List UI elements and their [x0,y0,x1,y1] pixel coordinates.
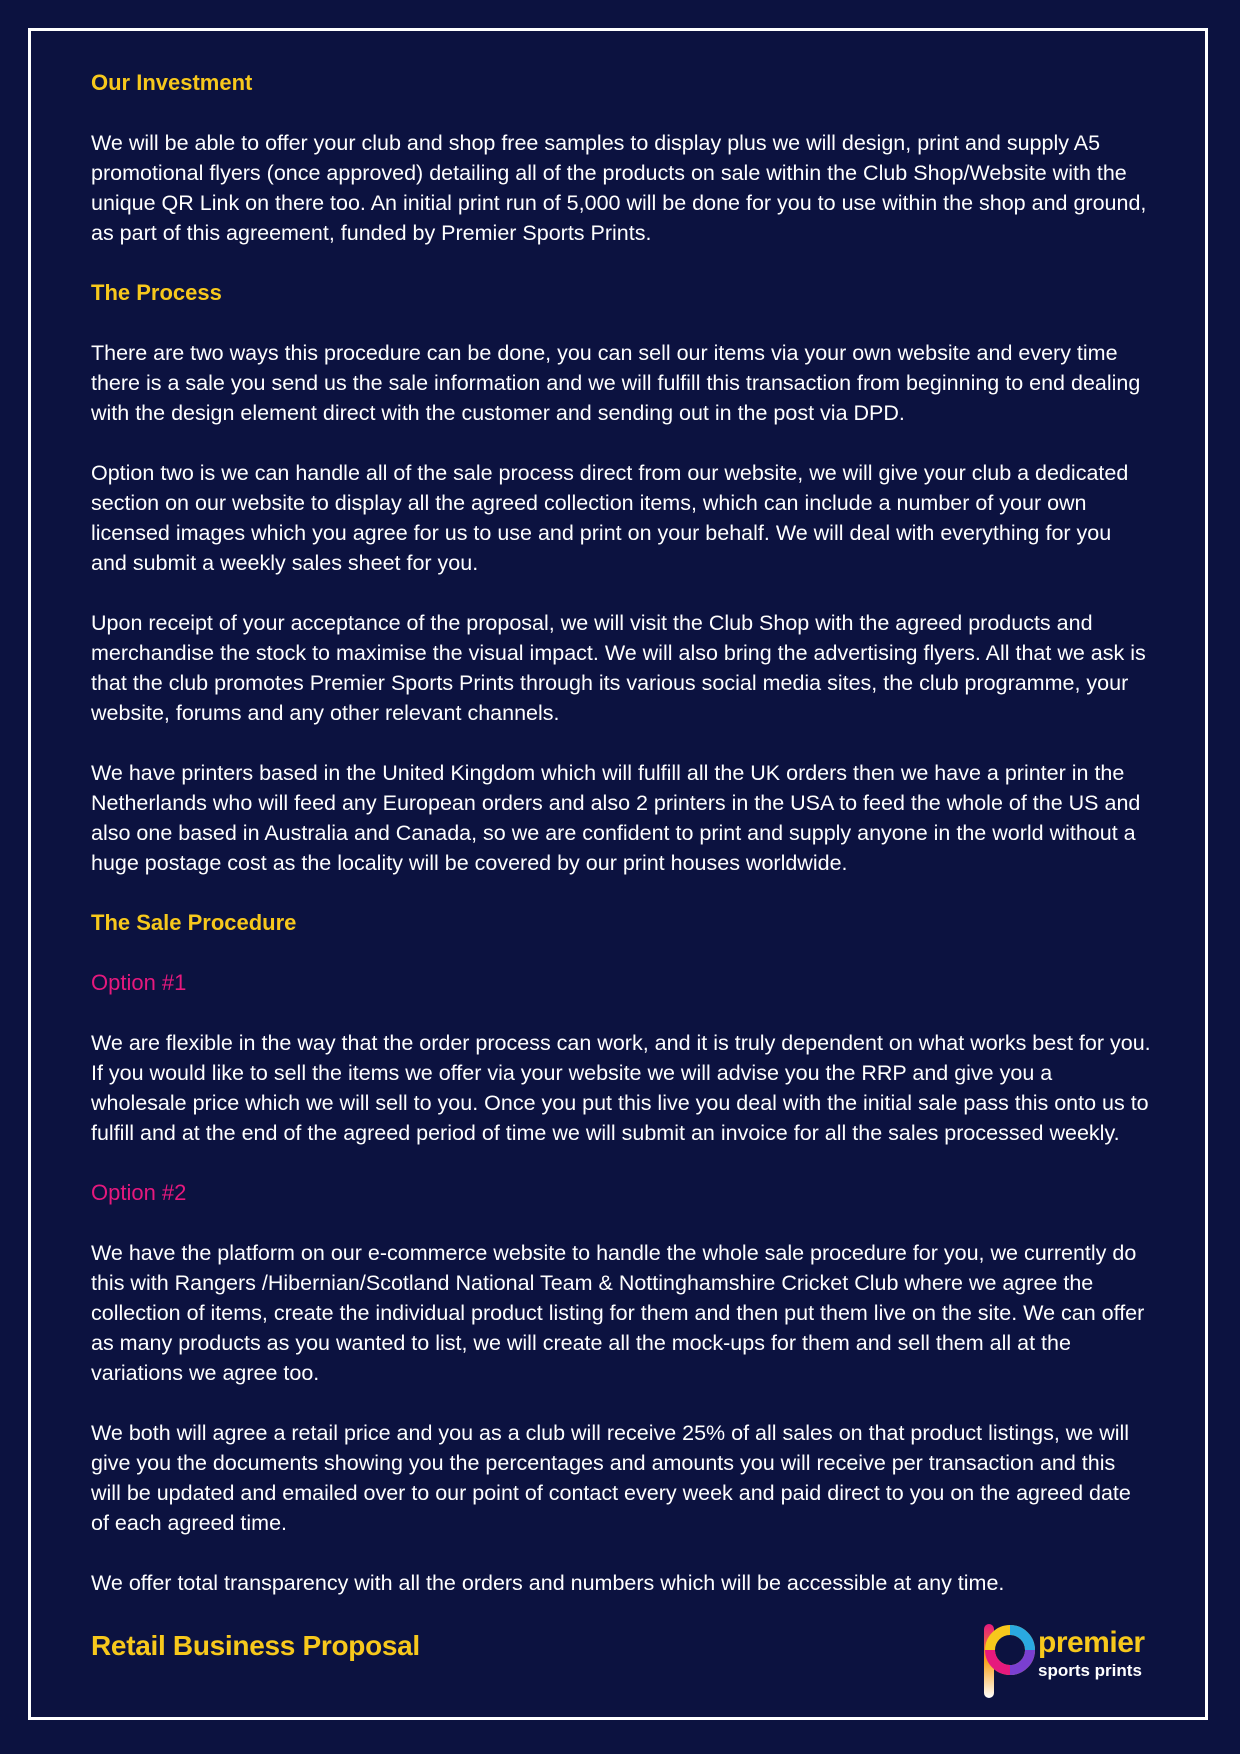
option-2-label: Option #2 [91,1180,187,1205]
option-1-paragraph: We are flexible in the way that the order process can work, and it is truly dependent on what works best for you. If you would like to sell the items we offer via your website we will advise you the RRP and give you a wholesale price which we will sell to you. Once you put this live you deal with the initial sale pass this onto us to fulfill and at the end of the agreed period of time we will submit an invoice for all the sales processed weekly. [91,1031,1151,1145]
logo-wordmark: premier [1038,1626,1145,1659]
premier-p-logo-icon [980,1618,1036,1702]
footer-title: Retail Business Proposal [91,1630,420,1661]
option-1-label: Option #1 [91,970,187,995]
section-heading-investment: Our Investment [91,70,253,95]
section-heading-sale-procedure: The Sale Procedure [91,910,297,935]
company-logo [980,1618,1150,1702]
process-paragraph-2: Option two is we can handle all of the sale process direct from our website, we will give your club a dedicated section on our website to display all the agreed collection items, which can include a number of your own licensed images which you agree for us to use and print on your behalf. We will deal with everything for you and submit a weekly sales sheet for you. [91,461,1129,575]
process-paragraph-3: Upon receipt of your acceptance of the proposal, we will visit the Club Shop with the agreed products and merchandise the stock to maximise the visual impact. We will also bring the advertising flyers. All that we ask is that the club promotes Premier Sports Prints through its various social media sites, the club programme, your website, forums and any other relevant channels. [91,611,1146,725]
section-heading-process: The Process [91,280,222,305]
investment-paragraph: We will be able to offer your club and shop free samples to display plus we will design, print and supply A5 promotional flyers (once approved) detailing all of the products on sale within the Club Shop/Website with the unique QR Link on there too. An initial print run of 5,000 will be done for you to use within the shop and ground, as part of this agreement, funded by Premier Sports Prints. [91,131,1147,245]
process-paragraph-4: We have printers based in the United Kingdom which will fulfill all the UK orders then we have a printer in the Netherlands who will feed any European orders and also 2 printers in the USA to feed the whole of the US and also one based in Australia and Canada, so we are confident to print and supply anyone in the world without a huge postage cost as the locality will be covered by our print houses worldwide. [91,761,1141,875]
process-paragraph-1: There are two ways this procedure can be done, you can sell our items via your own website and every time there is a sale you send us the sale information and we will fulfill this transaction from beginning to end dealing with the design element direct with the customer and sending out in the post via DPD. [91,341,1141,425]
logo-subtitle: sports prints [1038,1661,1142,1680]
option-2-paragraph-1: We have the platform on our e-commerce website to handle the whole sale procedure for you, we currently do this with Rangers /Hibernian/Scotland National Team & Nottinghamshire Cricket Club where we agree the collection of items, create the individual product listing for them and then put them live on the site. We can offer as many products as you wanted to list, we will create all the mock-ups for them and sell them all at the variations we agree too. [91,1241,1145,1385]
option-2-paragraph-3: We offer total transparency with all the orders and numbers which will be accessible at any time. [91,1571,1005,1595]
document-body [91,68,1151,1628]
option-2-paragraph-2: We both will agree a retail price and you as a club will receive 25% of all sales on that product listings, we will give you the documents showing you the percentages and amounts you will receive per transaction and this will be updated and emailed over to our point of contact every week and paid direct to you on the agreed date of each agreed time. [91,1421,1131,1535]
